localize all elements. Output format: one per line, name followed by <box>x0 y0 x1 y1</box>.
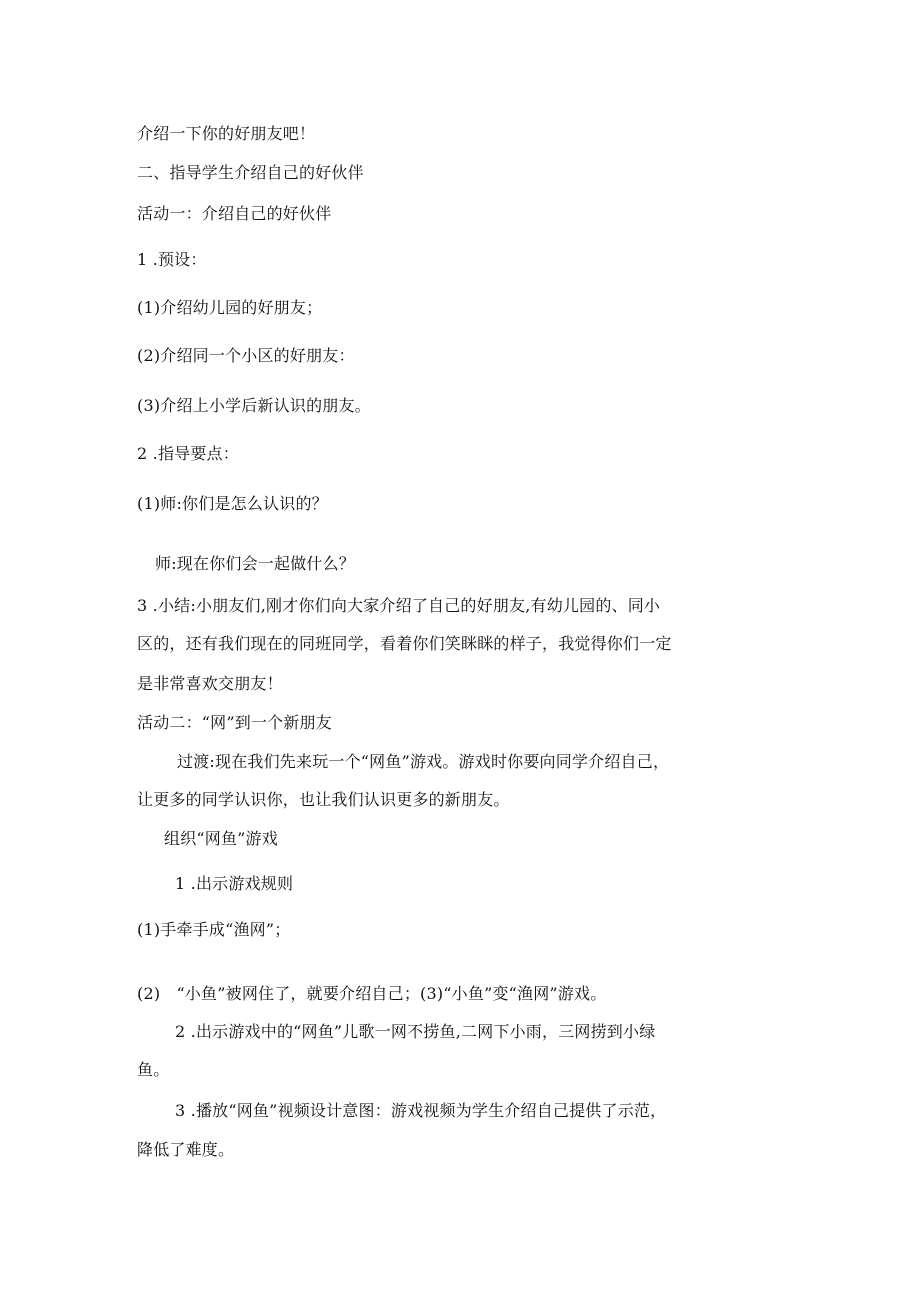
text-line: 师:现在你们会一起做什么？ <box>155 554 355 573</box>
paragraph-line: 让更多的同学认识你，也让我们认识更多的新朋友。 <box>137 790 510 809</box>
text-line: 2 .指导要点： <box>137 444 239 463</box>
list-item: (3)介绍上小学后新认识的朋友。 <box>137 396 371 415</box>
list-item: (1)师:你们是怎么认识的？ <box>137 494 328 513</box>
paragraph-line: 过渡:现在我们先来玩一个“网鱼”游戏。游戏时你要向同学介绍自己， <box>177 752 670 771</box>
list-item: (1)介绍幼儿园的好朋友； <box>137 298 323 317</box>
paragraph-line: 3 .小结:小朋友们,刚才你们向大家介绍了自己的好朋友,有幼儿园的、同小 <box>137 596 661 615</box>
text-line: 1 .预设： <box>137 250 207 269</box>
list-item: (1)手牵手成“渔网”； <box>137 920 291 939</box>
paragraph-line: 2 .出示游戏中的“网鱼”儿歌一网不捞鱼,二网下小雨，三网捞到小绿 <box>175 1022 656 1041</box>
text-line: 1 .出示游戏规则 <box>175 874 294 893</box>
text-line: 介绍一下你的好朋友吧！ <box>137 124 316 143</box>
activity-heading: 活动二：“网”到一个新朋友 <box>137 713 332 732</box>
list-item: (2)介绍同一个小区的好朋友： <box>137 346 355 365</box>
list-item: (2) “小鱼”被网住了，就要介绍自己；(3)“小鱼”变“渔网”游戏。 <box>137 984 607 1003</box>
paragraph-line: 区的，还有我们现在的同班同学，看着你们笑眯眯的样子，我觉得你们一定 <box>137 634 672 653</box>
text-line: 组织“网鱼”游戏 <box>164 829 278 848</box>
paragraph-line: 降低了难度。 <box>137 1140 235 1159</box>
paragraph-line: 鱼。 <box>137 1060 170 1079</box>
section-heading: 二、指导学生介绍自己的好伙伴 <box>137 163 364 182</box>
paragraph-line: 3 .播放“网鱼”视频设计意图：游戏视频为学生介绍自己提供了示范， <box>175 1101 667 1120</box>
paragraph-line: 是非常喜欢交朋友！ <box>137 674 283 693</box>
activity-heading: 活动一：介绍自己的好伙伴 <box>137 204 332 223</box>
